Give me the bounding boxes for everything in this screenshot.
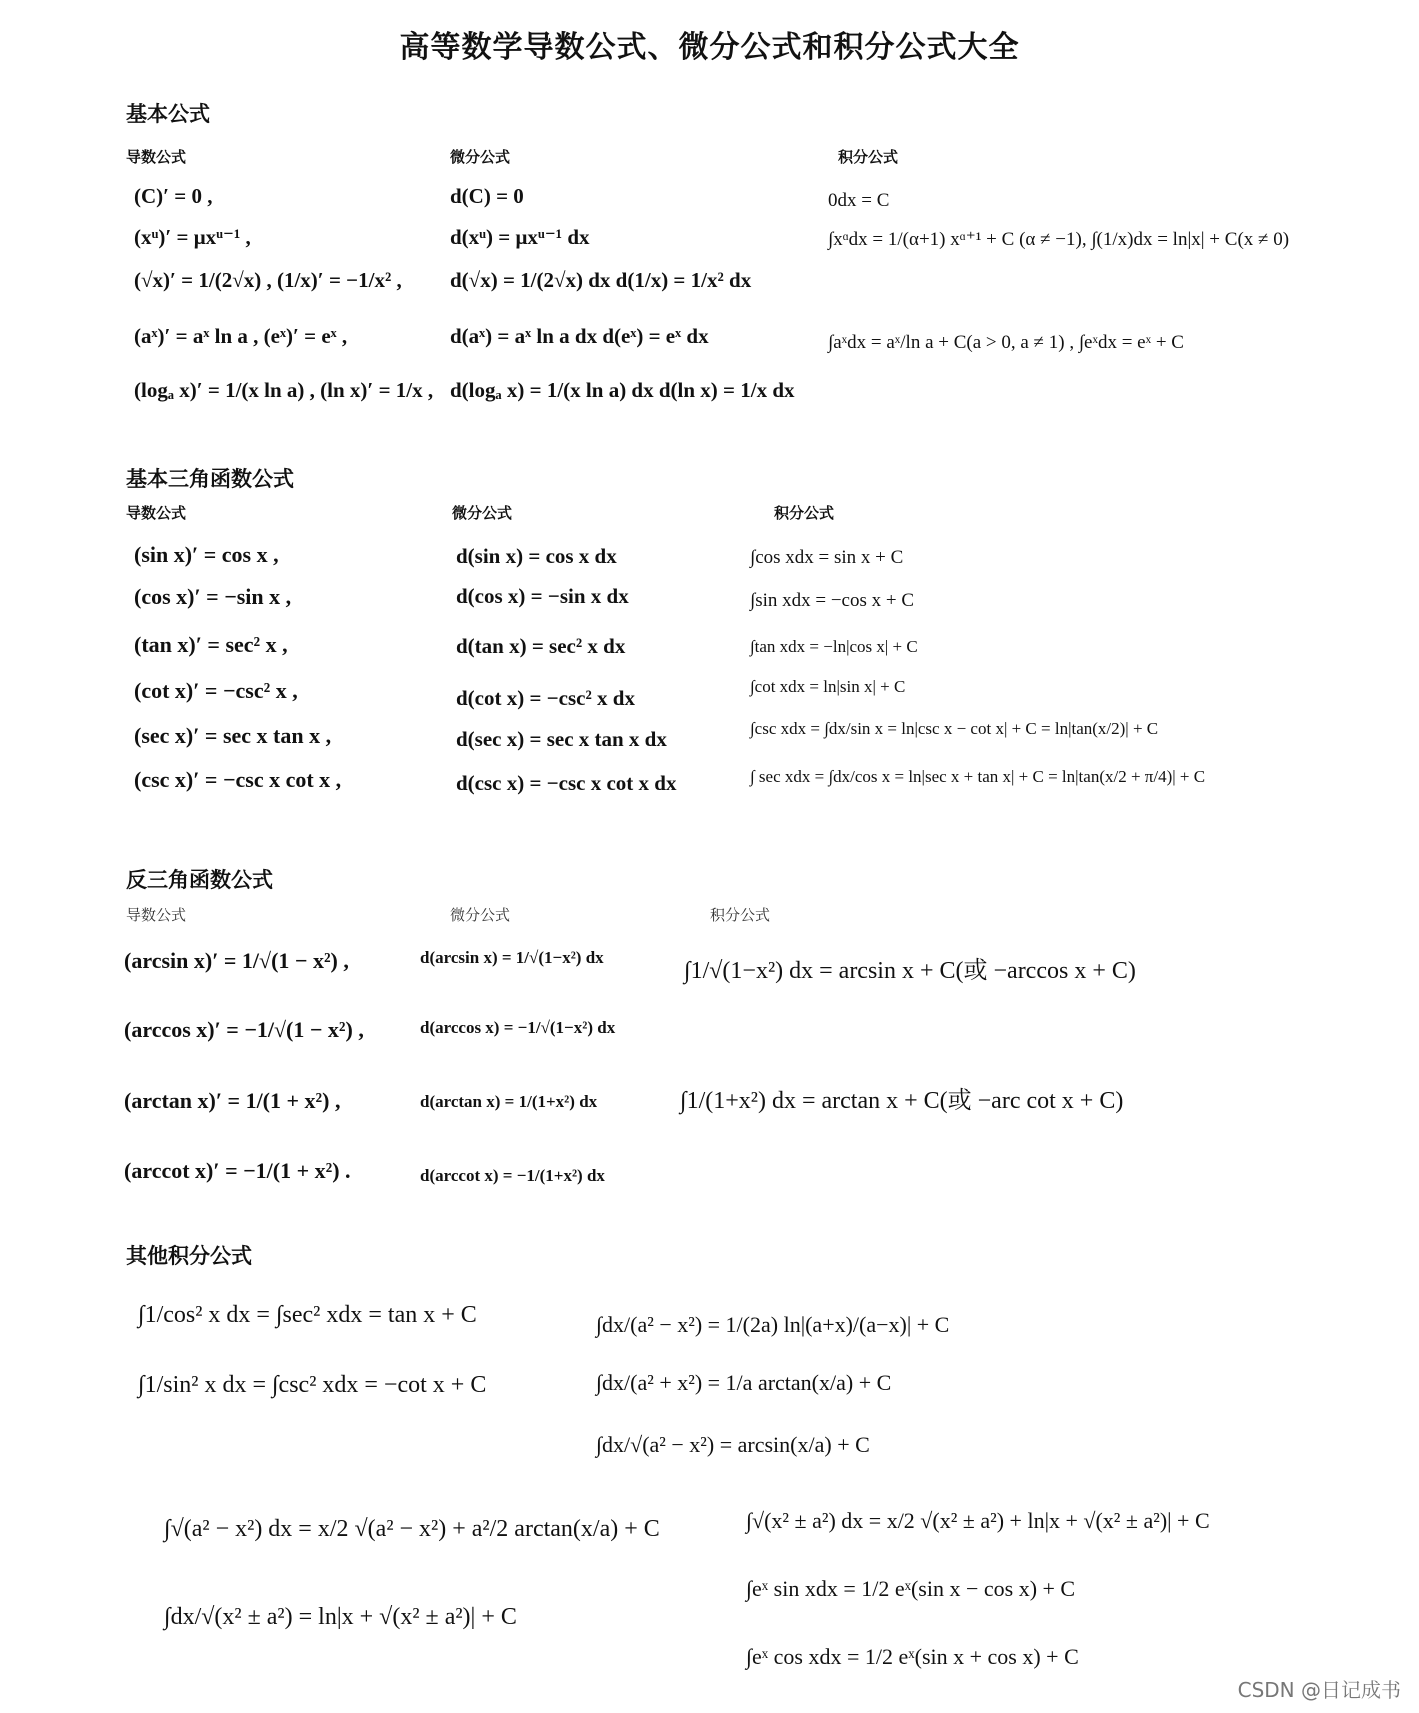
basic-col-derivative: 导数公式 [126,148,187,166]
trig-differential-formula: d(sec x) = sec x tan x dx [456,727,667,751]
basic-differential-formula: d(√x) = 1/(2√x) dx d(1/x) = 1/x² dx [450,268,752,292]
trig-differential-formula: d(cos x) = −sin x dx [456,584,629,608]
trig-derivative-formula: (sin x)′ = cos x , [134,542,279,567]
inverse-derivative-formula: (arcsin x)′ = 1/√(1 − x²) , [124,948,349,973]
other-integral-formula: ∫dx/√(a² − x²) = arcsin(x/a) + C [596,1432,870,1457]
basic-differential-formula: d(logₐ x) = 1/(x ln a) dx d(ln x) = 1/x dx [450,378,795,402]
other-integral-formula: ∫√(x² ± a²) dx = x/2 √(x² ± a²) + ln|x + √(x² ± a²)| + C [746,1508,1210,1533]
watermark: CSDN @日记成书 [1237,1678,1401,1702]
trig-differential-formula: d(tan x) = sec² x dx [456,634,626,658]
section-heading-basic: 基本公式 [126,102,210,126]
basic-differential-formula: d(aˣ) = aˣ ln a dx d(eˣ) = eˣ dx [450,324,709,348]
inverse-col-integral: 积分公式 [710,906,771,924]
other-integral-formula: ∫√(a² − x²) dx = x/2 √(a² − x²) + a²/2 arctan(x/a) + C [164,1516,660,1542]
inverse-derivative-formula: (arccot x)′ = −1/(1 + x²) . [124,1158,351,1183]
trig-integral-formula: ∫ sec xdx = ∫dx/cos x = ln|sec x + tan x| + C = ln|tan(x/2 + π/4)| + C [750,767,1206,786]
basic-derivative-formula: (logₐ x)′ = 1/(x ln a) , (ln x)′ = 1/x , [134,378,434,402]
basic-derivative-formula: (√x)′ = 1/(2√x) , (1/x)′ = −1/x² , [134,268,402,292]
trig-derivative-formula: (csc x)′ = −csc x cot x , [134,767,342,792]
basic-integral-formula: ∫aˣdx = aˣ/ln a + C(a > 0, a ≠ 1) , ∫eˣdx = eˣ + C [828,332,1184,353]
trig-differential-formula: d(csc x) = −csc x cot x dx [456,771,677,795]
inverse-integral-formula: ∫1/√(1−x²) dx = arcsin x + C(或 −arccos x + C) [684,958,1136,984]
basic-col-differential: 微分公式 [450,148,511,166]
other-integral-formula: ∫1/cos² x dx = ∫sec² xdx = tan x + C [138,1302,477,1328]
inverse-differential-formula: d(arccos x) = −1/√(1−x²) dx [420,1018,616,1037]
trig-col-derivative: 导数公式 [126,504,187,522]
other-integral-formula: ∫dx/√(x² ± a²) = ln|x + √(x² ± a²)| + C [164,1604,517,1630]
section-heading-other: 其他积分公式 [126,1244,252,1268]
section-heading-trig: 基本三角函数公式 [126,467,294,491]
other-integral-formula: ∫eˣ cos xdx = 1/2 eˣ(sin x + cos x) + C [746,1644,1079,1669]
inverse-col-derivative: 导数公式 [126,906,187,924]
trig-integral-formula: ∫tan xdx = −ln|cos x| + C [750,637,918,656]
other-integral-formula: ∫eˣ sin xdx = 1/2 eˣ(sin x − cos x) + C [746,1576,1076,1601]
other-integral-formula: ∫dx/(a² − x²) = 1/(2a) ln|(a+x)/(a−x)| + C [596,1312,950,1337]
basic-derivative-formula: (aˣ)′ = aˣ ln a , (eˣ)′ = eˣ , [134,324,348,348]
basic-derivative-formula: (C)′ = 0 , [134,184,213,208]
basic-derivative-formula: (xᵘ)′ = μxᵘ⁻¹ , [134,225,251,249]
trig-integral-formula: ∫sin xdx = −cos x + C [750,590,915,611]
other-integral-formula: ∫dx/(a² + x²) = 1/a arctan(x/a) + C [596,1370,892,1395]
trig-derivative-formula: (cos x)′ = −sin x , [134,584,292,609]
trig-differential-formula: d(cot x) = −csc² x dx [456,686,635,710]
inverse-derivative-formula: (arctan x)′ = 1/(1 + x²) , [124,1088,341,1113]
inverse-differential-formula: d(arccot x) = −1/(1+x²) dx [420,1166,605,1185]
section-heading-inverse: 反三角函数公式 [126,868,273,892]
trig-derivative-formula: (cot x)′ = −csc² x , [134,678,298,703]
inverse-integral-formula: ∫1/(1+x²) dx = arctan x + C(或 −arc cot x + C) [680,1088,1124,1114]
basic-col-integral: 积分公式 [838,148,899,166]
basic-differential-formula: d(C) = 0 [450,184,524,208]
inverse-differential-formula: d(arcsin x) = 1/√(1−x²) dx [420,948,604,967]
other-integral-formula: ∫1/sin² x dx = ∫csc² xdx = −cot x + C [138,1372,487,1398]
trig-derivative-formula: (tan x)′ = sec² x , [134,632,288,657]
basic-differential-formula: d(xᵘ) = μxᵘ⁻¹ dx [450,225,590,249]
inverse-col-differential: 微分公式 [450,906,511,924]
basic-integral-formula: ∫xᵅdx = 1/(α+1) xᵅ⁺¹ + C (α ≠ −1), ∫(1/x)dx = ln|x| + C(x ≠ 0) [828,229,1290,250]
trig-integral-formula: ∫cot xdx = ln|sin x| + C [750,677,906,696]
trig-derivative-formula: (sec x)′ = sec x tan x , [134,723,332,748]
inverse-derivative-formula: (arccos x)′ = −1/√(1 − x²) , [124,1017,364,1042]
trig-integral-formula: ∫cos xdx = sin x + C [750,547,904,568]
page-title: 高等数学导数公式、微分公式和积分公式大全 [399,30,1020,65]
inverse-differential-formula: d(arctan x) = 1/(1+x²) dx [420,1092,598,1111]
basic-integral-formula: 0dx = C [828,190,890,211]
trig-differential-formula: d(sin x) = cos x dx [456,544,617,568]
trig-col-differential: 微分公式 [452,504,513,522]
trig-integral-formula: ∫csc xdx = ∫dx/sin x = ln|csc x − cot x| + C = ln|tan(x/2)| + C [750,719,1159,738]
trig-col-integral: 积分公式 [774,504,835,522]
